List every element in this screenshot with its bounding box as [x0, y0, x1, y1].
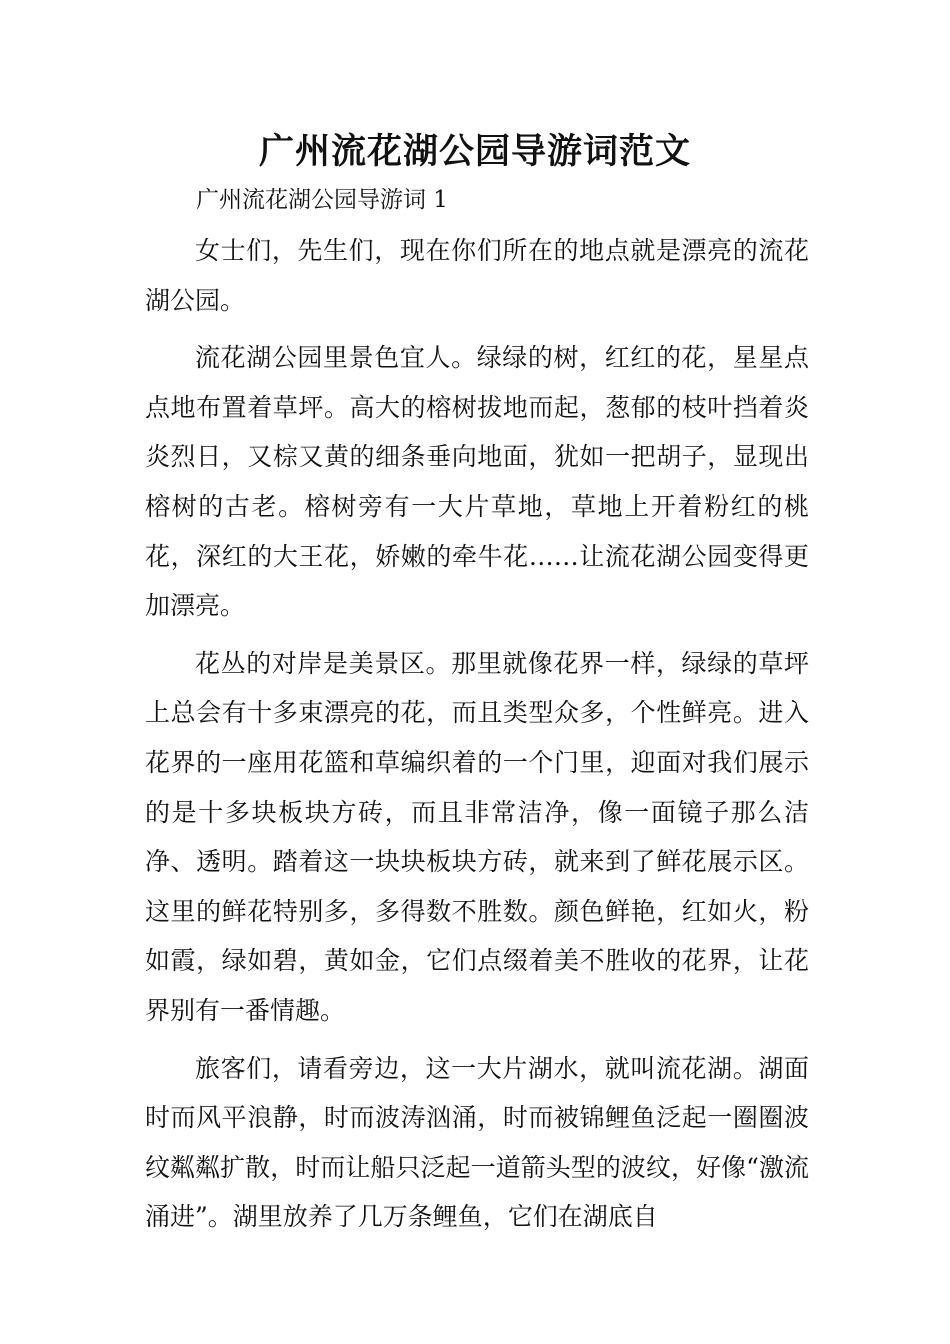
- document-subtitle: 广州流花湖公园导游词 1: [196, 187, 448, 213]
- paragraph-1: 女士们，先生们，现在你们所在的地点就是漂亮的流花湖公园。: [145, 236, 809, 315]
- document-title: 广州流花湖公园导游词范文: [258, 131, 691, 172]
- paragraph-3: 花丛的对岸是美景区。那里就像花界一样，绿绿的草坪上总会有十多束漂亮的花，而且类型众多，个性鲜亮。进入花界的一座用花篮和草编织着的一个门里，迎面对我们展示的是十多块板块方砖，而且非常洁净，像一面镜子那么洁净、透明。踏着这一块块板块方砖，就来到了鲜花展示区。这里的鲜花特别多，多得数不胜数。颜色鲜艳，红如火，粉如霞，绿如碧，黄如金，它们点缀着美不胜收的花界，让花界别有一番情趣。: [145, 648, 809, 1025]
- paragraph-4: 旅客们，请看旁边，这一大片湖水，就叫流花湖。湖面时而风平浪静，时而波涛汹涌，时而被锦鲤鱼泛起一圈圈波纹粼粼扩散，时而让船只泛起一道箭头型的波纹，好像“激流涌进”。湖里放养了几万条鲤鱼，它们在湖底自: [145, 1053, 809, 1232]
- paragraph-2: 流花湖公园里景色宜人。绿绿的树，红红的花，星星点点地布置着草坪。高大的榕树拔地而起，葱郁的枝叶挡着炎炎烈日，又棕又黄的细条垂向地面，犹如一把胡子，显现出榕树的古老。榕树旁有一大片草地，草地上开着粉红的桃花，深红的大王花，娇嫩的牵牛花……让流花湖公园变得更加漂亮。: [145, 343, 809, 621]
- document-body: [145, 226, 809, 1250]
